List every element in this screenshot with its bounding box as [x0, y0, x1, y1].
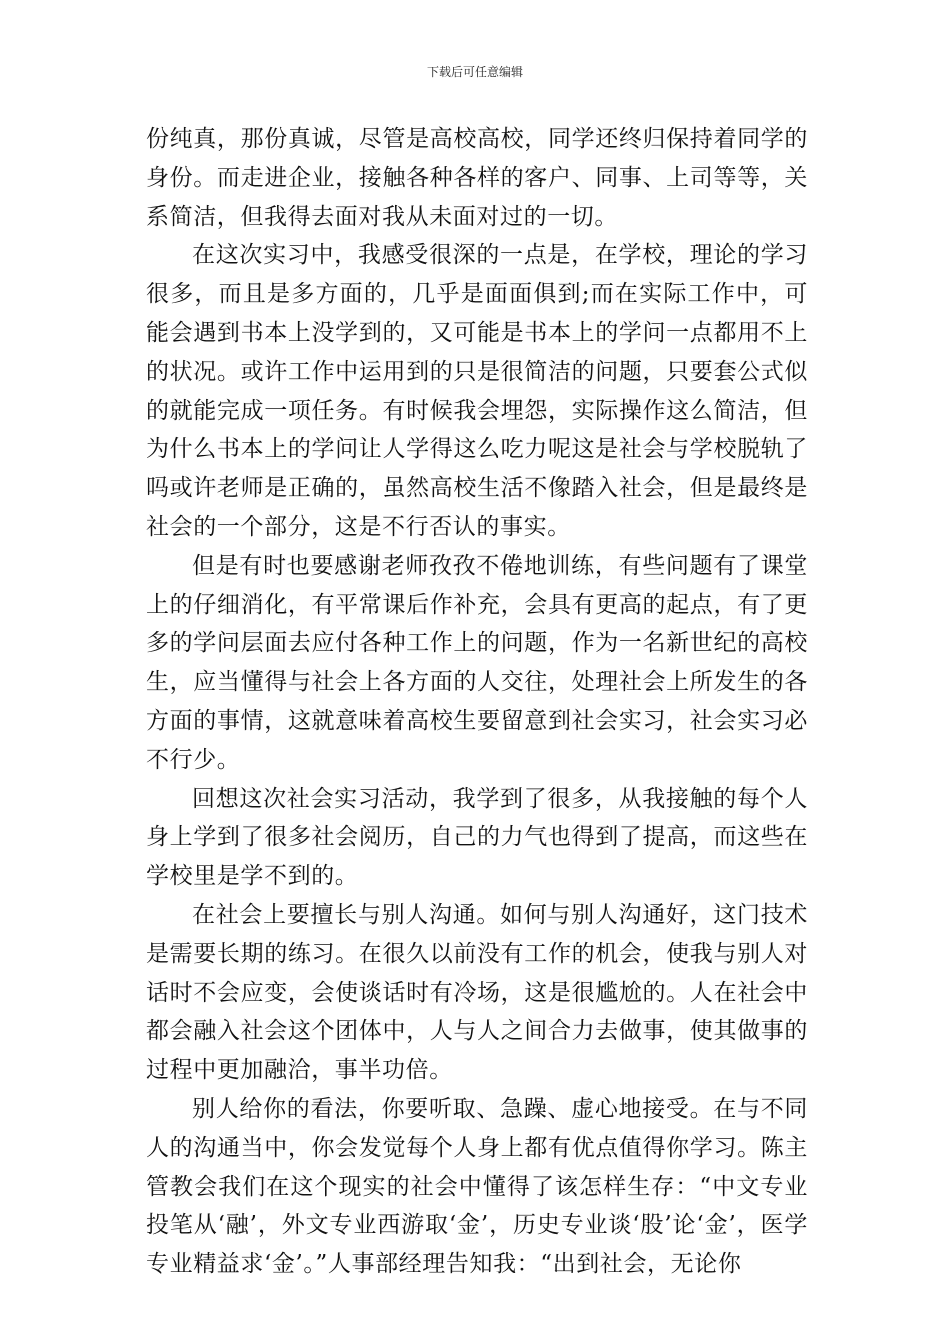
paragraph-1: 份纯真，那份真诚，尽管是高校高校，同学还终归保持着同学的身份。而走进企业，接触各种各样的客户、同事、上司等等，关系简洁，但我得去面对我从未面对过的一切。 [146, 126, 808, 230]
paragraph-5: 在社会上要擅长与别人沟通。如何与别人沟通好，这门技术是需要长期的练习。在很久以前没有工作的机会，使我与别人对话时不会应变，会使谈话时有冷场，这是很尴尬的。人在社会中都会融入社会这个团体中，人与人之间合力去做事，使其做事的过程中更加融洽，事半功倍。 [146, 901, 808, 1084]
document-body [146, 120, 808, 1284]
paragraph-6: 别人给你的看法，你要听取、急躁、虚心地接受。在与不同人的沟通当中，你会发觉每个人身上都有优点值得你学习。陈主管教会我们在这个现实的社会中懂得了该怎样生存：“中文专业投笔从‘融’，外文专业西游取‘金’，历史专业谈‘股’论‘金’，医学专业精益求‘金’。”人事部经理告知我：“出到社会，无论你 [146, 1095, 808, 1278]
paragraph-4: 回想这次社会实习活动，我学到了很多，从我接触的每个人身上学到了很多社会阅历，自己的力气也得到了提高，而这些在学校里是学不到的。 [146, 785, 808, 890]
paragraph-3: 但是有时也要感谢老师孜孜不倦地训练，有些问题有了课堂上的仔细消化，有平常课后作补充，会具有更高的起点，有了更多的学问层面去应付各种工作上的问题，作为一名新世纪的高校生，应当懂得与社会上各方面的人交往，处理社会上所发生的各方面的事情，这就意味着高校生要留意到社会实习，社会实习必不行少。 [146, 552, 808, 773]
paragraph-2: 在这次实习中，我感受很深的一点是，在学校，理论的学习很多，而且是多方面的，几乎是面面俱到;而在实际工作中，可能会遇到书本上没学到的，又可能是书本上的学问一点都用不上的状况。或许工作中运用到的只是很简洁的问题，只要套公式似的就能完成一项任务。有时候我会埋怨，实际操作这么简洁，但为什么书本上的学问让人学得这么吃力呢这是社会与学校脱轨了吗或许老师是正确的，虽然高校生活不像踏入社会，但是最终是社会的一个部分，这是不行否认的事实。 [146, 242, 808, 540]
page-header: 下载后可任意编辑 [426, 65, 523, 79]
